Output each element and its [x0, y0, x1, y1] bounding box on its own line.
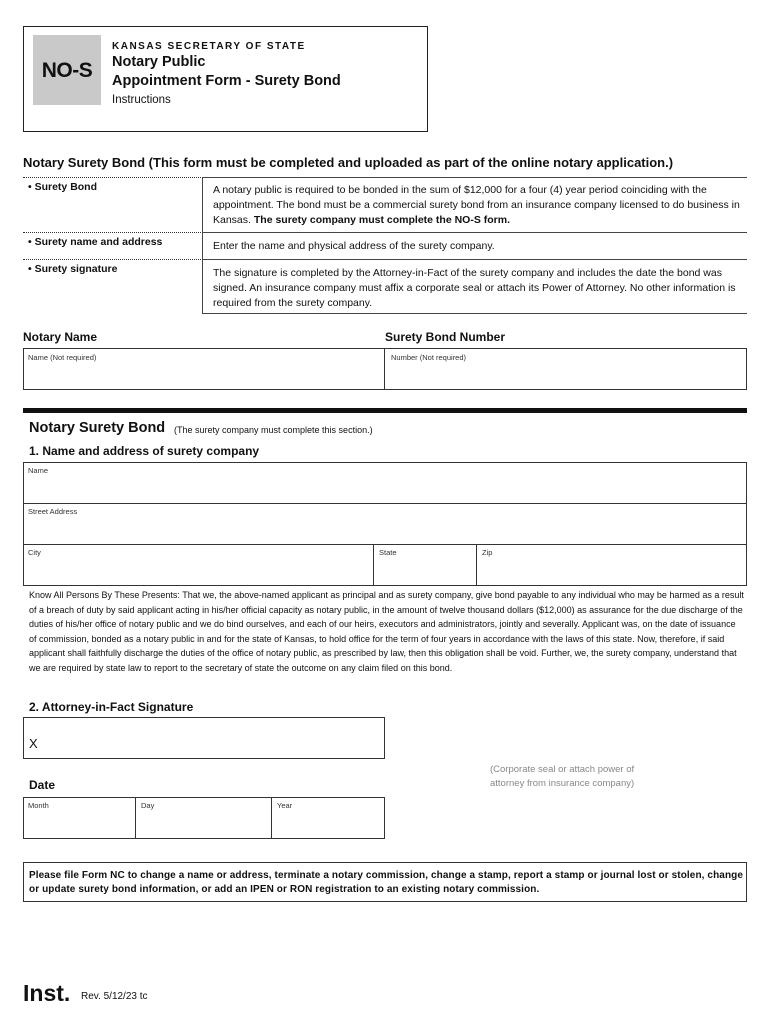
- divider: [23, 177, 203, 178]
- bond-number-sublabel: Number (Not required): [391, 353, 467, 362]
- divider: [23, 232, 203, 233]
- divider: [23, 259, 203, 260]
- form-title-line2: Appointment Form - Surety Bond: [112, 73, 341, 89]
- agency-name: KANSAS SECRETARY OF STATE: [112, 41, 306, 52]
- bullet-surety-bond: • Surety Bond: [28, 181, 98, 193]
- intro-heading: Notary Surety Bond (This form must be completed and uploaded as part of the online notary application.): [23, 155, 674, 170]
- date-day-field[interactable]: [136, 798, 271, 838]
- date-year-field[interactable]: [272, 798, 384, 838]
- desc-surety-name: Enter the name and physical address of the surety company.: [202, 232, 747, 259]
- bullet-surety-name: • Surety name and address: [28, 236, 163, 248]
- surety-zip-label: Zip: [482, 548, 493, 557]
- form-subtitle: Instructions: [112, 94, 171, 106]
- section2-heading: 2. Attorney-in-Fact Signature: [29, 700, 194, 714]
- notary-name-sublabel: Name (Not required): [28, 353, 97, 362]
- desc-surety-bond-bold: The surety company must complete the NO-S form.: [253, 214, 511, 226]
- form-badge-label: NO-S: [41, 59, 93, 82]
- bond-number-field[interactable]: [384, 348, 747, 390]
- notary-name-field[interactable]: [23, 348, 385, 390]
- surety-zip-field[interactable]: [477, 545, 746, 585]
- bond-number-label: Surety Bond Number: [385, 330, 506, 344]
- desc-surety-bond: [202, 177, 747, 232]
- surety-city-field[interactable]: [23, 545, 373, 585]
- date-day-label: Day: [141, 801, 155, 810]
- section1-heading: 1. Name and address of surety company: [29, 444, 260, 458]
- form-title-line1: Notary Public: [112, 54, 206, 70]
- bullet-surety-signature: • Surety signature: [28, 263, 118, 275]
- date-year-label: Year: [277, 801, 293, 810]
- surety-name-label: Name: [28, 466, 49, 475]
- divider: [202, 313, 747, 314]
- surety-name-field[interactable]: [23, 463, 747, 503]
- desc-surety-bond-text: A notary public is required to be bonded in the sum of $12,000 for a four (4) year period coinciding with the appointment. The bond must be a commercial surety bond from an insurance company licensed to do business in Kansas.: [213, 184, 740, 226]
- signature-mark: X: [29, 736, 38, 751]
- date-month-field[interactable]: [24, 798, 135, 838]
- corporate-seal-note: (Corporate seal or attach power of attorney from insurance company): [490, 764, 635, 789]
- notary-name-label: Notary Name: [23, 330, 98, 344]
- bond-legal-text: Know All Persons By These Presents: That we, the above-named applicant as principal and as surety company, give bond payable to any individual who may be harmed as a result of a breach of duty by said applicant acting in his/her official capacity as notary public, in the amount of twelve thousand dollars ($12,000) as assurance for the due discharge of the duties of his/her office of notary public and we do bind ourselves, and each of our heirs, executors and administrators, jointly and severally. Applicant was, on the date of issuance of commission, bonded as a notary public in and for the state of Kansas, to hold office for the term of four years in accordance with the laws of this state. Now, therefore, if said applicant shall faithfully discharge the duties of the office of notary public, as prescribed by law, then this obligation shall be void. Further, we, the surety company, understand that we are required by state law to report to the secretary of state the outcome on any claim filed on this bond.: [29, 590, 744, 673]
- bond-section-heading: Notary Surety Bond: [29, 420, 166, 436]
- surety-street-label: Street Address: [28, 507, 78, 516]
- desc-surety-signature: The signature is completed by the Attorney-in-Fact of the surety company and includes the date the bond was signed. An insurance company must affix a corporate seal or attach its Power of Attorney. No other information is required from the surety company.: [202, 259, 747, 313]
- inst-label: Inst.: [23, 980, 71, 1006]
- surety-street-field[interactable]: [23, 504, 747, 544]
- revision-label: Rev. 5/12/23 tc: [81, 991, 148, 1002]
- notice-text: Please file Form NC to change a name or address, terminate a notary commission, change a stamp, report a stamp or journal lost or stolen, change or update surety bond information, or add an IPEN or RON registration to an existing notary commission.: [29, 870, 744, 895]
- surety-city-label: City: [28, 548, 41, 557]
- surety-state-field[interactable]: [374, 545, 476, 585]
- surety-state-label: State: [379, 548, 397, 557]
- bond-section-note: (The surety company must complete this section.): [174, 425, 373, 435]
- date-heading: Date: [29, 778, 56, 792]
- section-divider: [23, 408, 747, 413]
- signature-field[interactable]: [23, 717, 385, 759]
- date-month-label: Month: [28, 801, 49, 810]
